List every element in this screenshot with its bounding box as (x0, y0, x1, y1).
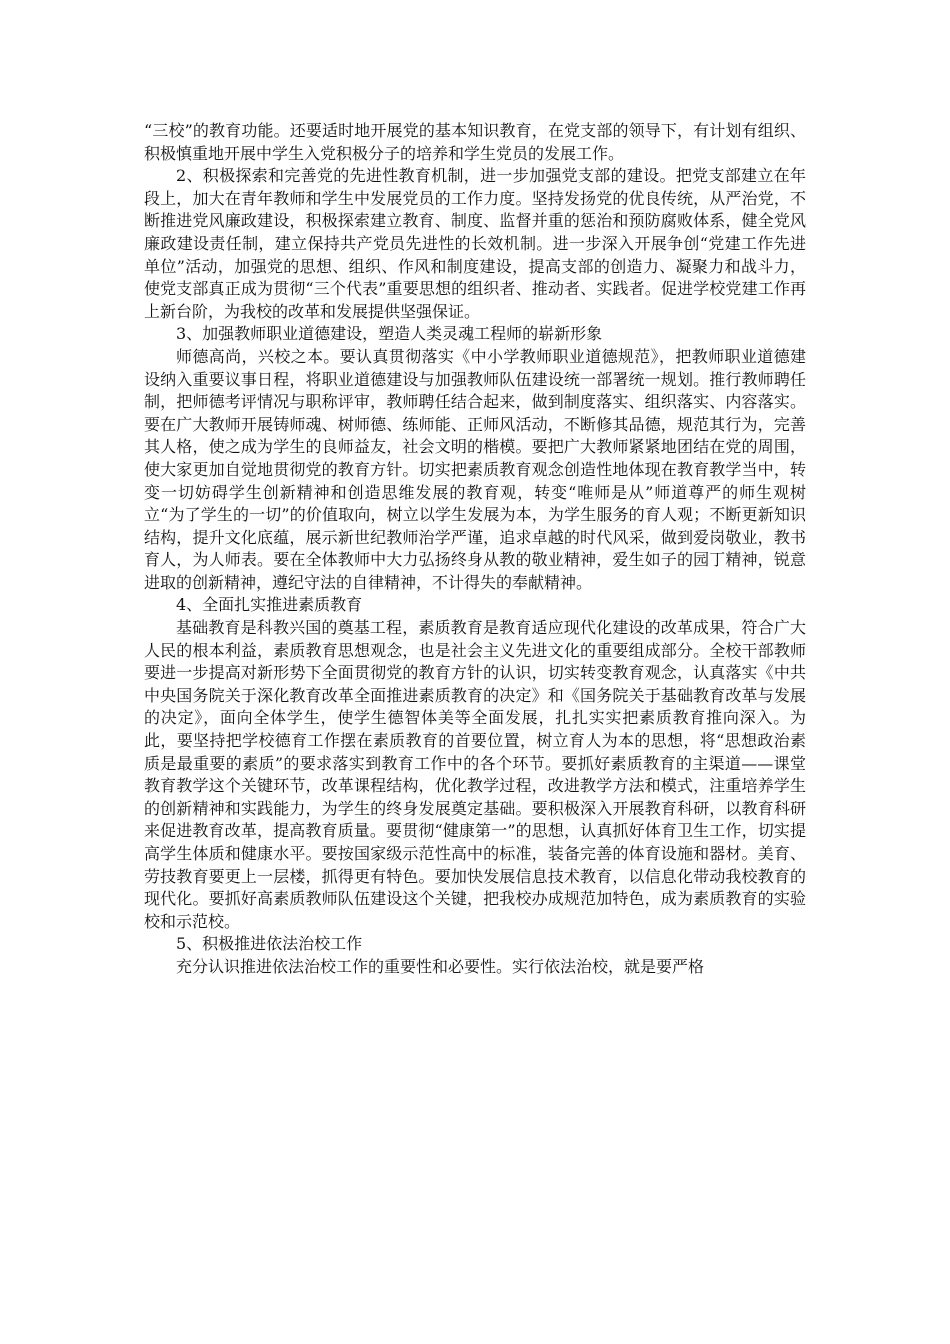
paragraph-teacher-ethics: 师德高尚，兴校之本。要认真贯彻落实《中小学教师职业道德规范》，把教师职业道德建设纳入重要议事日程，将职业道德建设与加强教师队伍建设统一部署统一规划。推行教师聘任制，把师德考评情况与职称评审，教师聘任结合起来，做到制度落实、组织落实、内容落实。要在广大教师开展铸师魂、树师德、练师能、正师风活动，不断修其品德，规范其行为，完善其人格，使之成为学生的良师益友，社会文明的楷模。要把广大教师紧紧地团结在党的周围，使大家更加自觉地贯彻党的教育方针。切实把素质教育观念创造性地体现在教育教学当中，转变一切妨碍学生创新精神和创造思维发展的教育观，转变“唯师是从”师道尊严的师生观树立“为了学生的一切”的价值取向，树立以学生发展为本，为学生服务的育人观；不断更新知识结构，提升文化底蕴，展示新世纪教师治学严谨，追求卓越的时代风采，做到爱岗敬业，教书育人，为人师表。要在全体教师中大力弘扬终身从教的敬业精神，爱生如子的园丁精神，锐意进取的创新精神，遵纪守法的自律精神，不计得失的奉献精神。 (144, 346, 806, 592)
heading-teacher-ethics: 3、加强教师职业道德建设，塑造人类灵魂工程师的崭新形象 (176, 324, 603, 344)
paragraph-party-branch: 2、积极探索和完善党的先进性教育机制，进一步加强党支部的建设。把党支部建立在年段上，加大在青年教师和学生中发展党员的工作力度。坚持发扬党的优良传统，从严治党，不断推进党风廉政建设，积极探索建立教育、制度、监督并重的惩治和预防腐败体系，健全党风廉政建设责任制，建立保持共产党员先进性的长效机制。进一步深入开展争创“党建工作先进单位”活动，加强党的思想、组织、作风和制度建设，提高支部的创造力、凝聚力和战斗力，使党支部真正成为贯彻“三个代表”重要思想的组织者、推动者、实践者。促进学校党建工作再上新台阶，为我校的改革和发展提供坚强保证。 (144, 166, 806, 321)
document-body (144, 120, 806, 979)
paragraph-school-functions: “三校”的教育功能。还要适时地开展党的基本知识教育，在党支部的领导下，有计划有组织、积极慎重地开展中学生入党积极分子的培养和学生党员的发展工作。 (144, 121, 806, 163)
paragraph-rule-of-law: 充分认识推进依法治校工作的重要性和必要性。实行依法治校，就是要严格 (176, 956, 705, 976)
heading-quality-education: 4、全面扎实推进素质教育 (176, 595, 363, 615)
paragraph-quality-education: 基础教育是科教兴国的奠基工程，素质教育是教育适应现代化建设的改革成果，符合广大人民的根本利益，素质教育思想观念，也是社会主义先进文化的重要组成部分。全校干部教师要进一步提高对新形势下全面贯彻党的教育方针的认识，切实转变教育观念，认真落实《中共中央国务院关于深化教育改革全面推进素质教育的决定》和《国务院关于基础教育改革与发展的决定》，面向全体学生，使学生德智体美等全面发展，扎扎实实把素质教育推向深入。为此，要坚持把学校德育工作摆在素质教育的首要位置，树立育人为本的思想，将“思想政治素质是最重要的素质”的要求落实到教育工作中的各个环节。要抓好素质教育的主渠道——课堂教育教学这个关键环节，改革课程结构，优化教学过程，改进教学方法和模式，注重培养学生的创新精神和实践能力，为学生的终身发展奠定基础。要积极深入开展教育科研，以教育科研来促进教育改革，提高教育质量。要贯彻“健康第一”的思想，认真抓好体育卫生工作，切实提高学生体质和健康水平。要按国家级示范性高中的标准，装备完善的体育设施和器材。美育、劳技教育要更上一层楼，抓得更有特色。要加快发展信息技术教育，以信息化带动我校教育的现代化。要抓好高素质教师队伍建设这个关键，把我校办成规范加特色，成为素质教育的实验校和示范校。 (144, 618, 806, 931)
heading-rule-of-law: 5、积极推进依法治校工作 (176, 934, 363, 954)
